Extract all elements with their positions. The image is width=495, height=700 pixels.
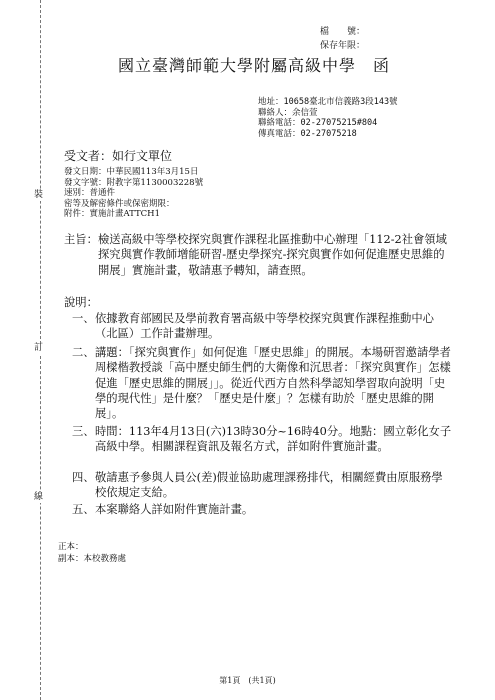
item-text: 時間：113年4月13日(六)13時30分~16時40分。地點：國立彰化女子高級中學。相關課程資訊及報名方式，詳如附件實施計畫。 xyxy=(95,425,452,454)
classification: 密等及解密條件或保密期限： xyxy=(64,198,175,209)
binding-mark-zhuang: 裝 xyxy=(34,190,44,200)
explanation-item xyxy=(72,345,452,421)
binding-mark-ding: 訂 xyxy=(34,343,44,353)
binding-mark-xian: 線 xyxy=(34,492,44,502)
issue-number: 發文字號：附教字第1130003228號 xyxy=(64,177,204,188)
file-number-label: 檔 號： xyxy=(320,27,366,37)
contact-person: 聯絡人：余信萱 xyxy=(258,107,318,118)
item-number: 二、 xyxy=(72,346,95,359)
item-text: 依據教育部國民及學前教育署高級中等學校探究與實作課程推動中心（北區）工作計畫辦理。 xyxy=(95,312,434,341)
item-number: 四、 xyxy=(72,471,95,484)
explanation-item xyxy=(72,424,452,455)
speed: 速別：普通件 xyxy=(64,188,116,198)
original-recipients: 正本： xyxy=(58,542,84,552)
page-title: 國立臺灣師範大學附屬高級中學 函 xyxy=(118,56,391,75)
explanation-label: 說明： xyxy=(64,296,98,309)
recipient: 受文者：如行文單位 xyxy=(64,149,173,163)
distribution xyxy=(58,541,126,565)
address: 地址：10658臺北市信義路3段143號 xyxy=(258,97,398,107)
item-text: 講題：「探究與實作」如何促進「歷史思維」的開展。本場研習邀請學者周樑楷教授談「高中歷史師生們的大衛像和沉思者：「探究與實作」怎樣促進「歷史思維的開展」」。從近代西方自然科學認知學習取向說明「史學的現代性」是什麼？「歷史是什麼」？怎樣有助於「歷史思維的開展」。 xyxy=(95,346,451,421)
attachment: 附件：實施計畫ATTCH1 xyxy=(64,209,160,219)
document-meta xyxy=(64,167,203,220)
contact-block xyxy=(258,97,398,139)
retention-label: 保存年限： xyxy=(320,41,366,51)
item-text: 本案聯絡人詳如附件實施計畫。 xyxy=(95,503,254,516)
fax: 傳真電話：02-27075218 xyxy=(258,128,357,139)
subject xyxy=(64,232,452,278)
subject-label: 主旨： xyxy=(64,233,98,246)
explanation-item xyxy=(72,502,452,517)
subject-text: 檢送高級中等學校探究與實作課程北區推動中心辦理「112-2社會領域探究與實作教師增能研習-歷史學探究-探究與實作如何促進歷史思維的開展」實施計畫，敬請惠予轉知，請查照。 xyxy=(98,233,447,277)
item-number: 五、 xyxy=(72,503,95,516)
copy-recipients: 副本：本校教務處 xyxy=(58,554,127,564)
explanation-item xyxy=(72,311,452,342)
item-number: 三、 xyxy=(72,425,95,438)
explanation-item xyxy=(72,470,452,501)
phone: 聯絡電話：02-27075215#804 xyxy=(258,118,378,129)
issue-date: 發文日期：中華民國113年3月15日 xyxy=(64,167,199,177)
page-number: 第1頁 (共1頁) xyxy=(219,676,276,685)
item-text: 敬請惠予參與人員公(差)假並協助處理課務排代，相關經費由原服務學校依規定支給。 xyxy=(95,471,443,500)
item-number: 一、 xyxy=(72,312,95,325)
